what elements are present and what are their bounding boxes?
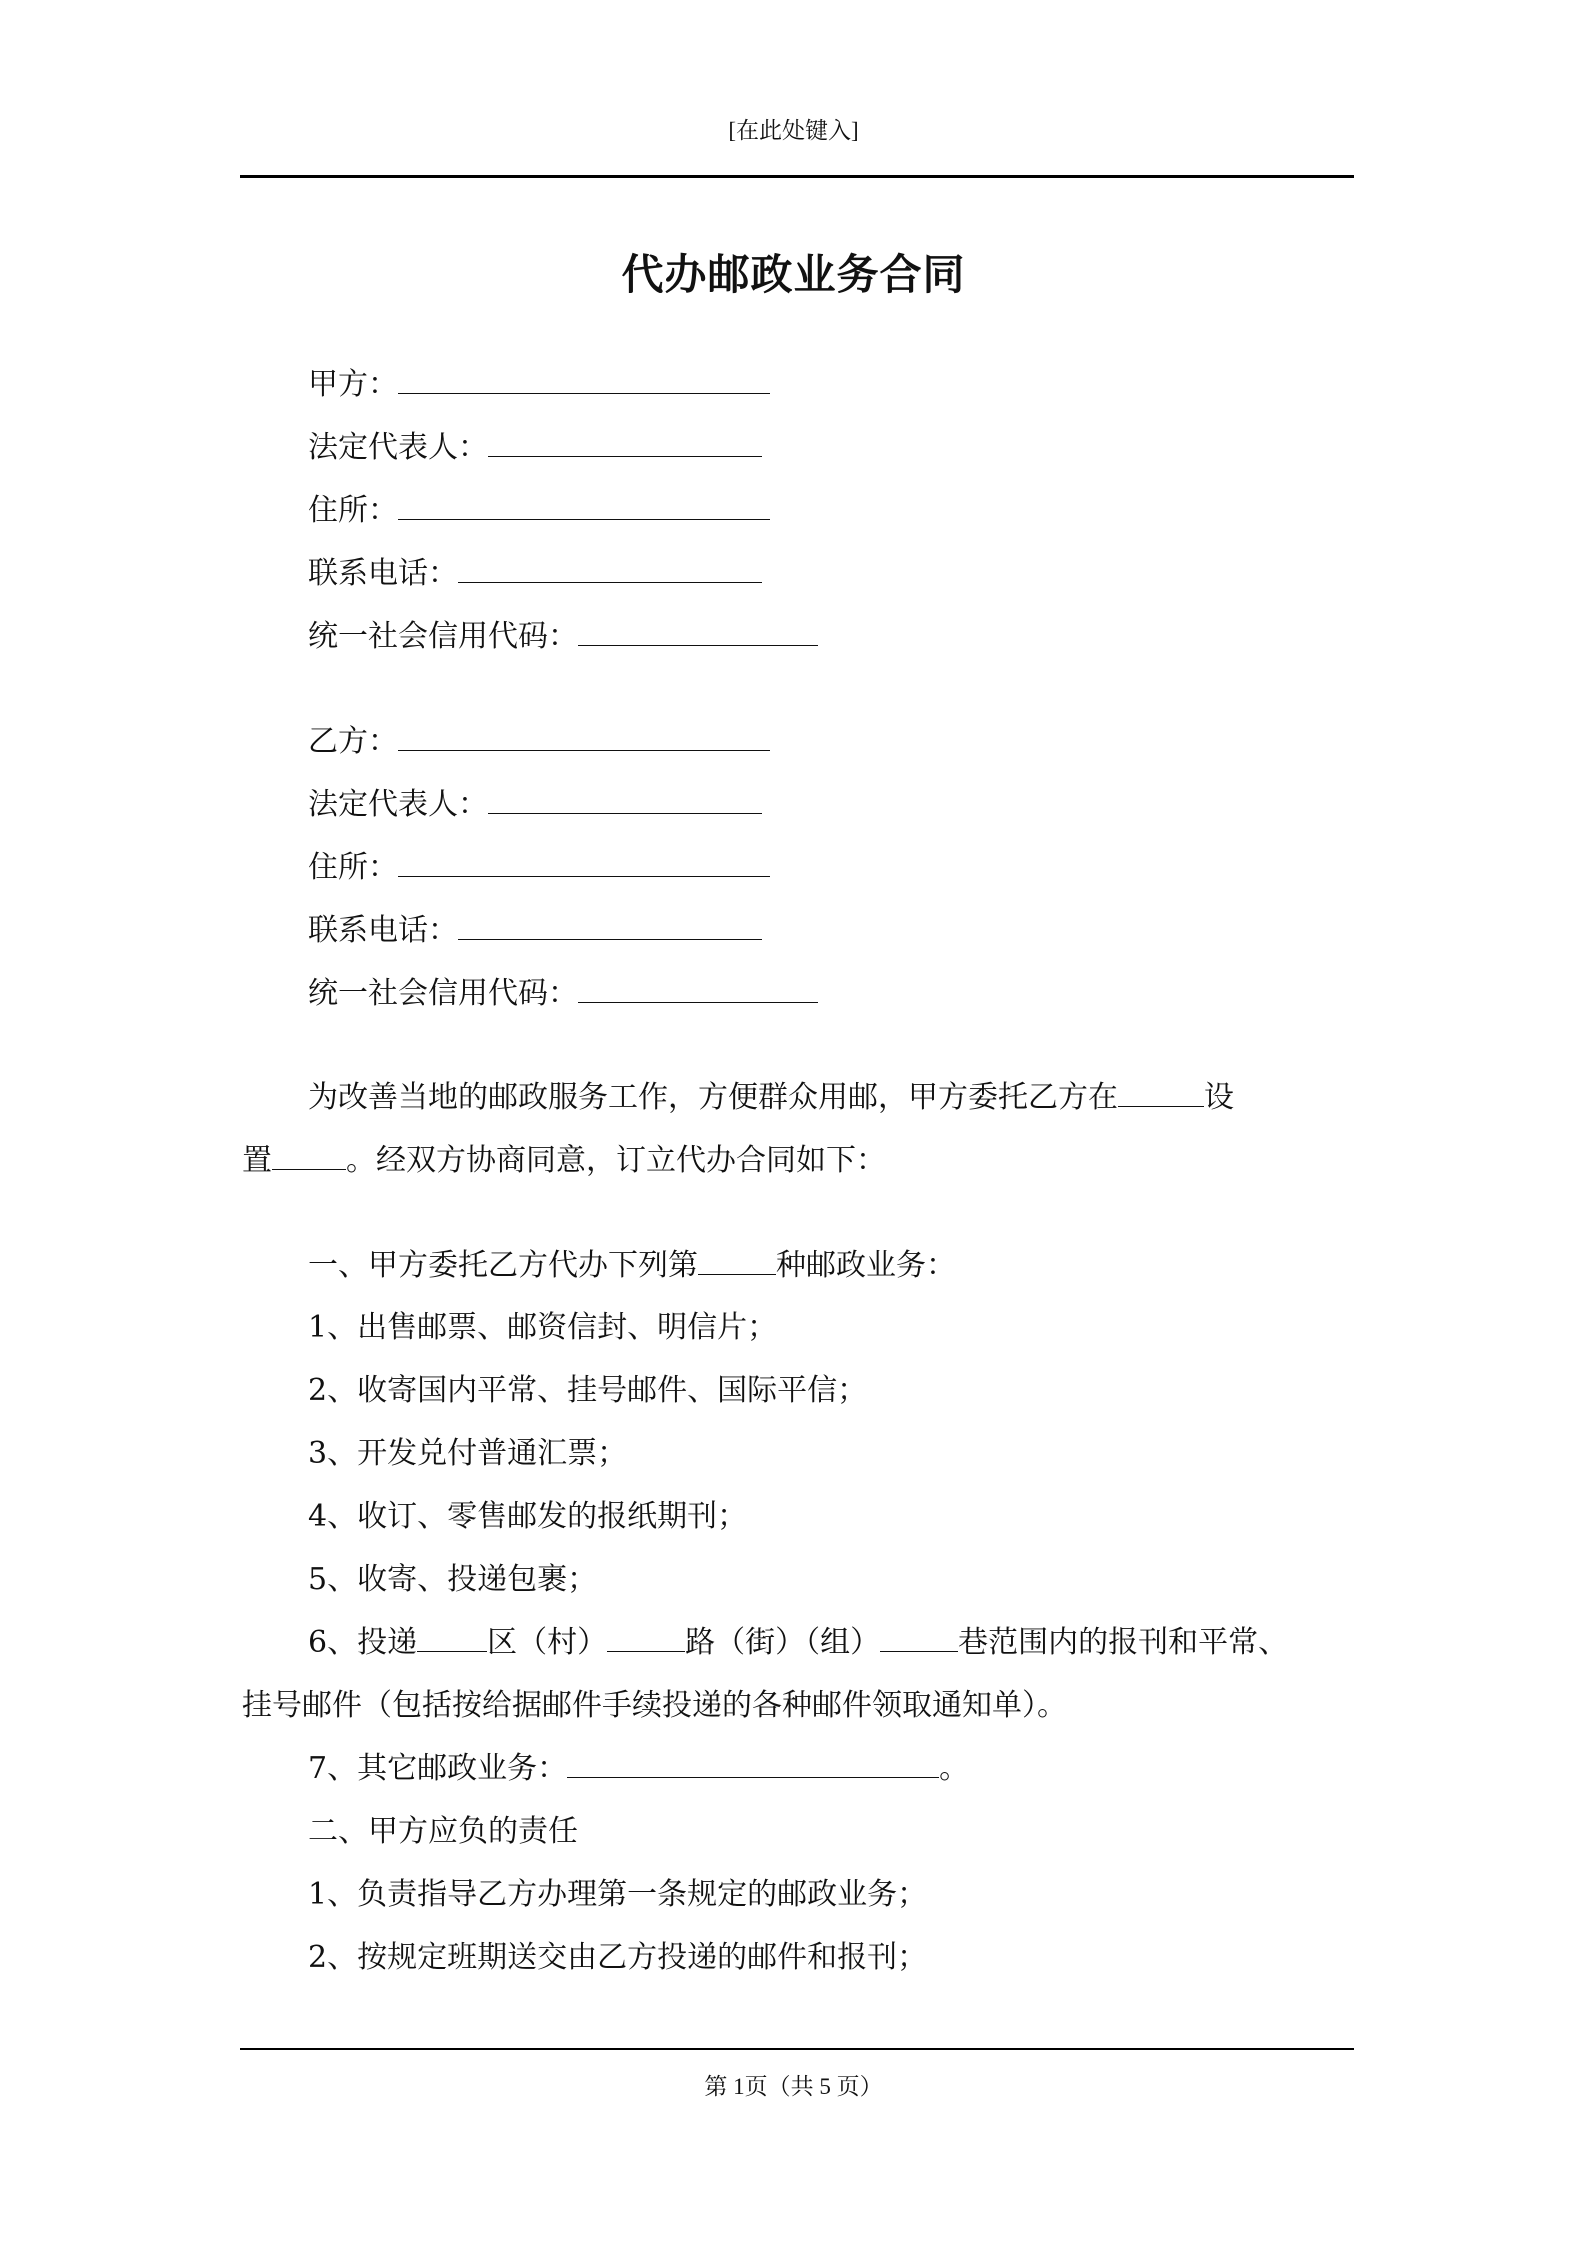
party-b-rep-label: 法定代表人：	[308, 787, 488, 822]
party-a-name-line	[308, 365, 770, 405]
party-b-credit-line	[308, 974, 818, 1014]
item-6-lane-blank	[880, 1623, 958, 1652]
intro-text-1a: 为改善当地的邮政服务工作，方便群众用邮，甲方委托乙方在	[308, 1080, 1118, 1115]
party-b-address-line	[308, 848, 770, 888]
item-6-text-b: 区（村）	[487, 1625, 608, 1660]
section-1-count-blank	[698, 1246, 776, 1275]
party-b-address-label: 住所：	[308, 850, 398, 885]
section-1-heading-a: 一、甲方委托乙方代办下列第	[308, 1248, 698, 1283]
party-b-name-label: 乙方：	[308, 724, 398, 759]
party-b-name-blank	[398, 722, 770, 751]
footer-rule	[240, 2048, 1354, 2050]
section-1-item-1: 1、出售邮票、邮资信封、明信片；	[308, 1310, 778, 1345]
section-2-item-1: 1、负责指导乙方办理第一条规定的邮政业务；	[308, 1877, 928, 1912]
section-1-item-2: 2、收寄国内平常、挂号邮件、国际平信；	[308, 1373, 868, 1408]
party-a-rep-label: 法定代表人：	[308, 430, 488, 465]
party-a-phone-label: 联系电话：	[308, 556, 458, 591]
party-b-phone-line	[308, 911, 762, 951]
party-b-rep-blank	[488, 785, 762, 814]
section-1-item-3: 3、开发兑付普通汇票；	[308, 1436, 628, 1471]
header-rule	[240, 175, 1354, 178]
item-6-text-d: 巷范围内的报刊和平常、	[958, 1625, 1289, 1660]
intro-facility-blank	[272, 1141, 346, 1170]
section-2-heading: 二、甲方应负的责任	[308, 1814, 578, 1849]
party-a-address-label: 住所：	[308, 493, 398, 528]
party-b-address-blank	[398, 848, 770, 877]
page-header: [在此处键入]	[728, 118, 859, 143]
party-b-name-line	[308, 722, 770, 762]
party-b-credit-label: 统一社会信用代码：	[308, 976, 578, 1011]
item-7-other-blank	[567, 1749, 939, 1778]
intro-text-2a: 置	[242, 1143, 272, 1178]
party-b-rep-line	[308, 785, 762, 825]
section-1-item-6-continued: 挂号邮件（包括按给据邮件手续投递的各种邮件领取通知单）。	[242, 1688, 1067, 1723]
party-a-phone-line	[308, 554, 762, 594]
section-1-heading	[308, 1246, 956, 1286]
intro-text-2b: 。经双方协商同意，订立代办合同如下：	[346, 1143, 886, 1178]
party-b-phone-label: 联系电话：	[308, 913, 458, 948]
party-a-rep-blank	[488, 428, 762, 457]
party-a-name-label: 甲方：	[308, 367, 398, 402]
item-6-road-blank	[607, 1623, 685, 1652]
party-a-name-blank	[398, 365, 770, 394]
item-6-text-c: 路（街）（组）	[685, 1625, 881, 1660]
party-a-address-line	[308, 491, 770, 531]
intro-line-1	[308, 1078, 1234, 1118]
intro-location-blank	[1118, 1078, 1204, 1107]
party-a-credit-blank	[578, 617, 818, 646]
party-b-credit-blank	[578, 974, 818, 1003]
item-6-district-blank	[417, 1623, 487, 1652]
party-a-address-blank	[398, 491, 770, 520]
party-a-phone-blank	[458, 554, 762, 583]
document-title: 代办邮政业务合同	[621, 250, 966, 299]
item-7-text-a: 7、其它邮政业务：	[308, 1751, 568, 1786]
section-1-item-7	[308, 1749, 969, 1789]
page-footer: 第 1页（共 5 页）	[704, 2074, 883, 2099]
party-a-rep-line	[308, 428, 762, 468]
section-2-item-2: 2、按规定班期送交由乙方投递的邮件和报刊；	[308, 1940, 928, 1975]
section-1-item-5: 5、收寄、投递包裹；	[308, 1562, 598, 1597]
item-6-text-a: 6、投递	[308, 1625, 418, 1660]
party-a-credit-line	[308, 617, 818, 657]
section-1-item-6	[308, 1623, 1288, 1663]
item-7-text-b: 。	[939, 1751, 970, 1786]
intro-text-1b: 设	[1204, 1080, 1234, 1115]
section-1-item-4: 4、收订、零售邮发的报纸期刊；	[308, 1499, 748, 1534]
intro-line-2	[242, 1141, 886, 1181]
section-1-heading-b: 种邮政业务：	[776, 1248, 956, 1283]
party-b-phone-blank	[458, 911, 762, 940]
party-a-credit-label: 统一社会信用代码：	[308, 619, 578, 654]
